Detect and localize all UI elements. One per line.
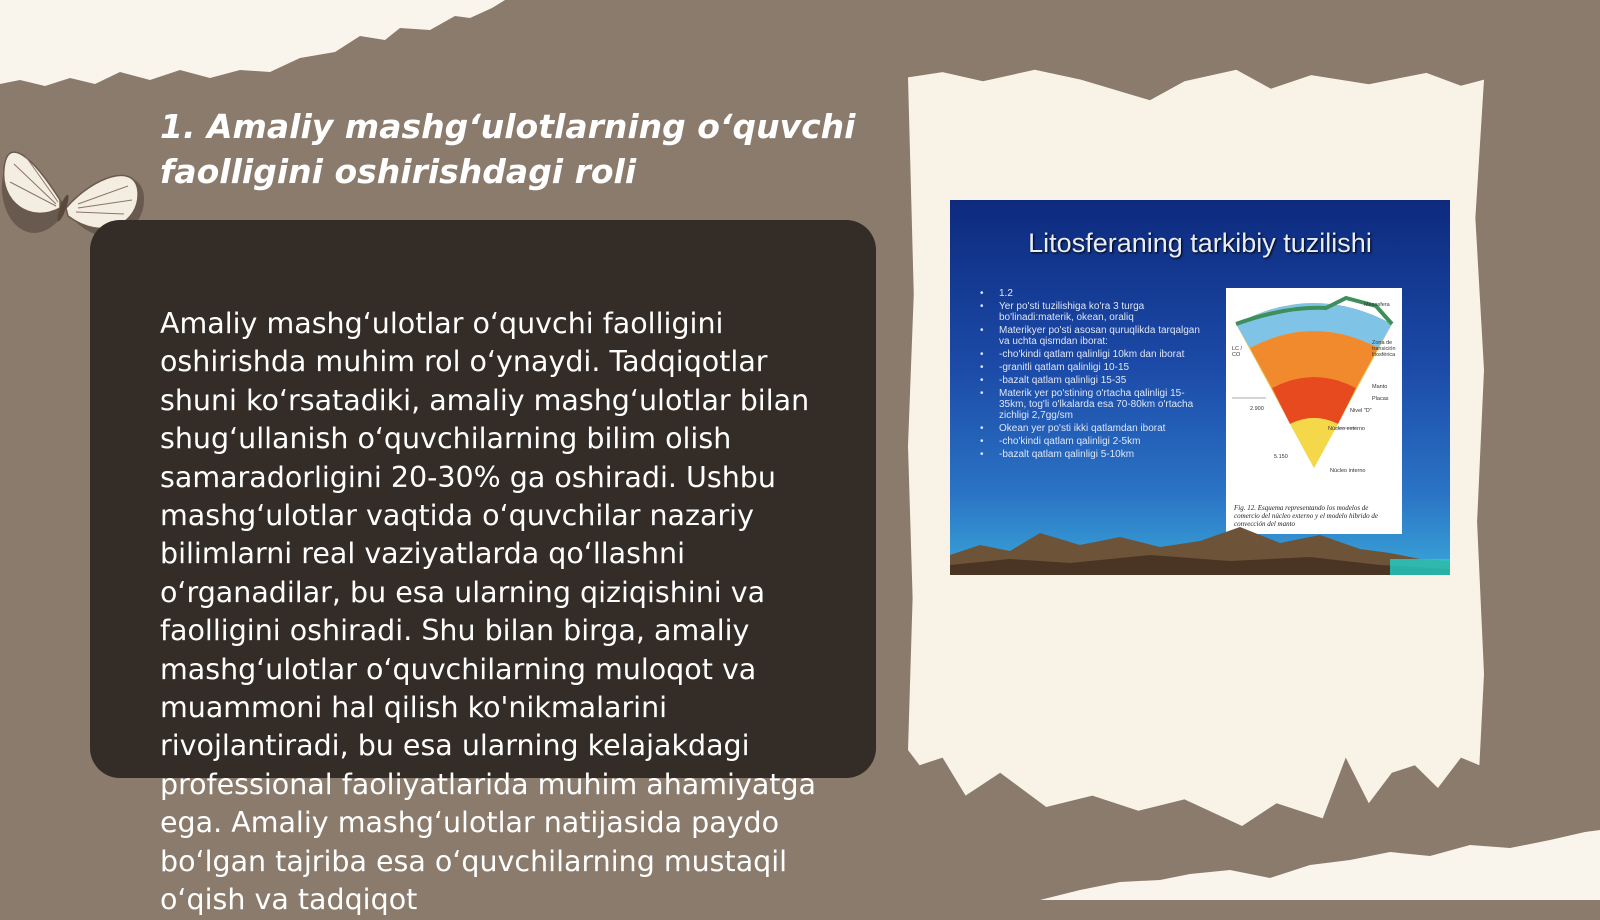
diagram-label: Zona de transición litosférica bbox=[1372, 340, 1396, 358]
diagram-label: Manto bbox=[1372, 384, 1388, 390]
diagram-label: Núcleo interno bbox=[1330, 468, 1366, 474]
image-bullet: • Okean yer po'sti ikki qatlamdan iborat bbox=[978, 423, 1208, 434]
image-bullet: • Materik yer po'stining o'rtacha qalinligi 15-35km, tog'li o'lkalarda esa 70-80km o'rtacha zichligi 2,7gg/sm bbox=[978, 388, 1208, 421]
slide-body-text: Amaliy mashg‘ulotlar o‘quvchi faolligini oshirishda muhim rol o‘ynaydi. Tadqiqotlar shuni ko‘rsatadiki, amaliy mashg‘ulotlar bilan shug‘ullanish o‘quvchilarning bilim olish samaradorligini 20-30% ga oshiradi. Ushbu mashg‘ulotlar vaqtida o‘quvchilar nazariy bilimlarni real vaziyatlarda qo‘llashni o‘rganadilar, bu esa ularning qiziqishini va faolligini oshiradi. Shu bilan birga, amaliy mashg‘ulotlar o‘quvchilarning muloqot va muammoni hal qilish ko'nikmalarini rivojlantiradi, bu esa ularning kelajakdagi professional faoliyatlarida muhim ahamiyatga ega. Amaliy mashg‘ulotlar natijasida paydo bo‘lgan tajriba esa o‘quvchilarning mustaqil o‘qish va tadqiqot bbox=[160, 307, 817, 917]
lithosphere-slide-image bbox=[950, 200, 1450, 575]
image-title: Litosferaning tarkibiy tuzilishi bbox=[1028, 228, 1372, 258]
diagram-label: LC / CO bbox=[1232, 346, 1243, 358]
diagram-label: Núcleo externo bbox=[1328, 426, 1365, 432]
image-bullet: • 1.2 bbox=[978, 288, 1208, 299]
image-bullet: • -cho'kindi qatlam qalinligi 2-5km bbox=[978, 436, 1208, 447]
image-bullet: • -granitli qatlam qalinligi 10-15 bbox=[978, 362, 1208, 373]
diagram-label: 5.150 bbox=[1274, 454, 1288, 460]
image-bullet-list bbox=[978, 288, 1208, 462]
diagram-label: Nivel "D" bbox=[1350, 408, 1372, 414]
diagram-label: Mesosfera bbox=[1364, 302, 1390, 308]
torn-paper-top-left bbox=[0, 0, 520, 90]
diagram-label: Placas bbox=[1372, 396, 1389, 402]
image-bullet: • -bazalt qatlam qalinligi 15-35 bbox=[978, 375, 1208, 386]
slide-title: 1. Amaliy mashg‘ulotlarning o‘quvchi faolligini oshirishdagi roli bbox=[160, 107, 856, 191]
mountains-illustration bbox=[950, 515, 1450, 575]
diagram-caption: Fig. 12. Esquema representando los modelos de comercio del núcleo externo y el modelo hibrido de convección del manto bbox=[1234, 504, 1378, 528]
image-bullet: • -bazalt qatlam qalinligi 5-10km bbox=[978, 449, 1208, 460]
earth-structure-diagram bbox=[1226, 288, 1402, 534]
image-bullet: • -cho'kindi qatlam qalinligi 10km dan iborat bbox=[978, 349, 1208, 360]
image-bullet: • Materikyer po'sti asosan quruqlikda tarqalgan va uchta qismdan iborat: bbox=[978, 325, 1208, 347]
image-bullet: • Yer po'sti tuzilishiga ko'ra 3 turga bo'linadi:materik, okean, oraliq bbox=[978, 301, 1208, 323]
diagram-label: 2.900 bbox=[1250, 406, 1264, 412]
